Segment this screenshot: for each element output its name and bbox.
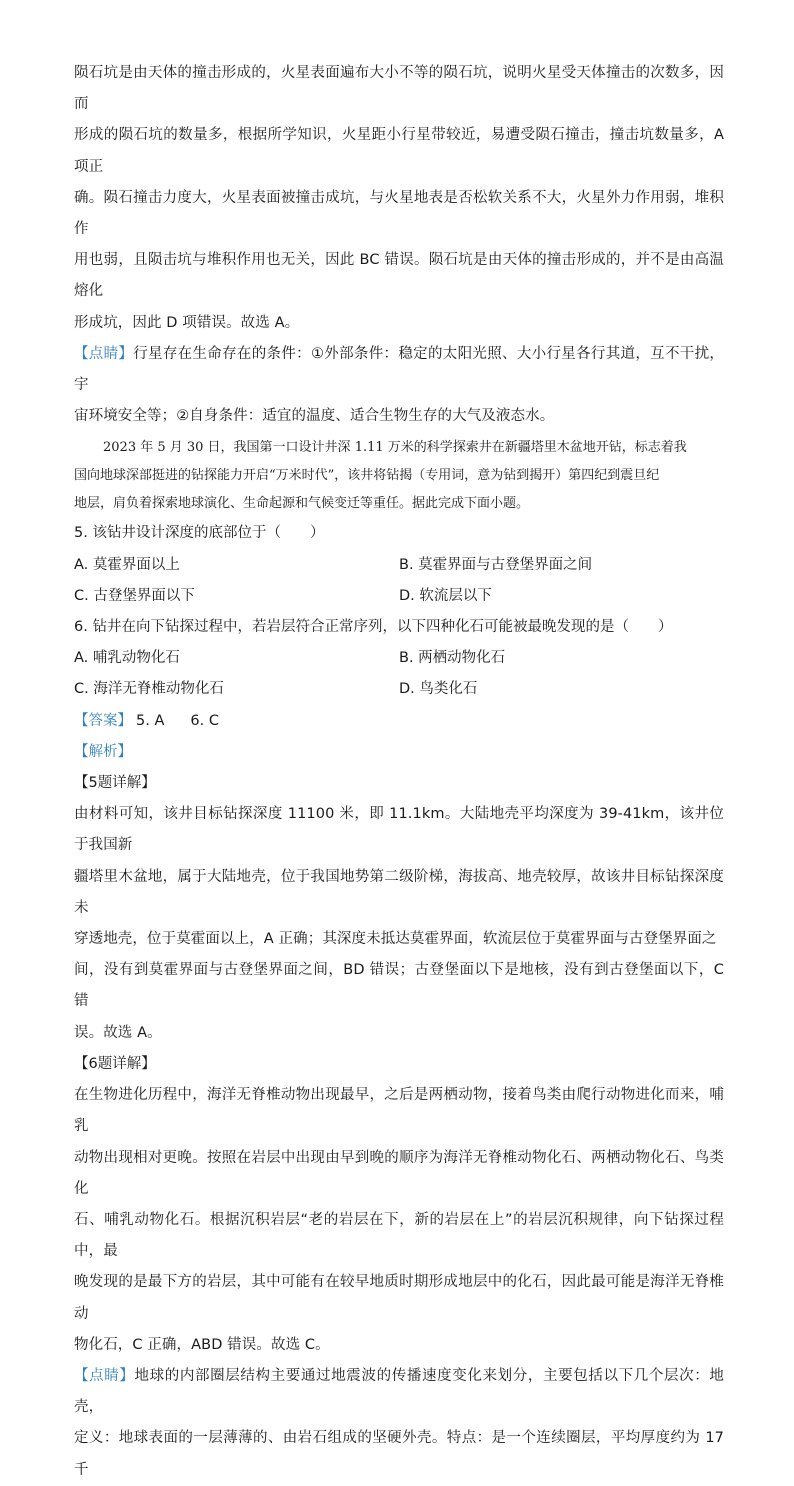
text-line: 形成坑，因此 D 项错误。故选 A。 [74,314,300,331]
text-line: 物化石，C 正确，ABD 错误。故选 C。 [74,1336,330,1353]
intro-paragraph [74,58,724,339]
option-a: A. 哺乳动物化石 [74,650,180,667]
question-stem: 5. 该钻井设计深度的底部位于（ ） [74,525,325,542]
document-page [74,58,724,1486]
detail-5-tag: 【5题详解】 [74,775,156,792]
option-b: B. 莫霍界面与古登堡界面之间 [399,556,593,573]
text-line: 间，没有到莫霍界面与古登堡界面之间，BD 错误；古登堡面以下是地核，没有到古登堡面以下，C 错 [74,962,724,1010]
text-line: 用也弱，且陨击坑与堆积作用也无关，因此 BC 错误。陨石坑是由天体的撞击形成的，并不是由高温熔化 [74,252,724,300]
text-line: 形成的陨石坑的数量多，根据所学知识，火星距小行星带较近，易遭受陨石撞击，撞击坑数量多，A项正 [74,127,724,175]
text-line: 石、哺乳动物化石。根据沉积岩层“老的岩层在下，新的岩层在上”的岩层沉积规律，向下钻探过程中，最 [74,1211,724,1260]
option-b: B. 两栖动物化石 [399,650,506,667]
text-line: 2023 年 5 月 30 日，我国第一口设计井深 1.11 万米的科学探索井在新疆塔里木盆地开钻，标志着我 [103,440,687,456]
point-tag: 【点睛】 [74,1367,135,1384]
text-line: 定义：地球表面的一层薄薄的、由岩石组成的坚硬外壳。特点：是一个连续圈层，平均厚度约为 17 千 [74,1430,724,1478]
text-line: 地球的内部圈层结构主要通过地震波的传播速度变化来划分，主要包括以下几个层次：地壳， [74,1367,724,1416]
text-line: 确。陨石撞击力度大，火星表面被撞击成坑，与火星地表是否松软关系不大，火星外力作用弱，堆积作 [74,189,724,238]
option-c: C. 海洋无脊椎动物化石 [74,681,224,698]
text-line: 在生物进化历程中，海洋无脊椎动物出现最早，之后是两栖动物，接着鸟类由爬行动物进化而来，哺乳 [74,1087,724,1135]
question-5 [74,518,724,612]
option-c: C. 古登堡界面以下 [74,587,195,604]
text-line: 国向地球深部挺进的钻探能力开启“万米时代”，该井将钻揭（专用词，意为钻到揭开）第四纪到震旦纪 [74,468,660,484]
question-6 [74,612,724,706]
answer-5: 5. A [136,712,165,729]
text-line: 动物出现相对更晚。按照在岩层中出现由早到晚的顺序为海洋无脊椎动物化石、两栖动物化石、鸟类化 [74,1149,724,1197]
detail-6 [74,1049,724,1361]
text-line: 由材料可知，该井目标钻探深度 11100 米，即 11.1km。大陆地壳平均深度为 39-41km，该井位于我国新 [74,806,724,854]
text-line: 穿透地壳，位于莫霍面以上，A 正确；其深度未抵达莫霍界面，软流层位于莫霍界面与古登堡界面之 [74,931,717,948]
text-line: 宙环境安全等；②自身条件：适宜的温度、适合生物生存的大气及液态水。 [74,408,555,425]
point-note-1 [74,339,724,433]
point-note-2 [74,1361,724,1486]
detail-5 [74,768,724,1049]
point-tag: 【点睛】 [74,345,134,362]
question-stem: 6. 钻井在向下钻探过程中，若岩层符合正常序列，以下四种化石可能被最晚发现的是（ ） [74,619,673,636]
answer-tag: 【答案】 [74,712,132,729]
analysis-tag: 【解析】 [74,743,132,760]
text-line: 误。故选 A。 [74,1024,162,1041]
text-line: 行星存在生命存在的条件：①外部条件：稳定的太阳光照、大小行星各行其道，互不干扰，宇 [74,345,724,394]
text-line: 地层，肩负着探索地球演化、生命起源和气候变迁等重任。据此完成下面小题。 [74,496,530,512]
text-line: 陨石坑是由天体的撞击形成的，火星表面遍布大小不等的陨石坑，说明火星受天体撞击的次数多，因而 [74,65,724,113]
option-d: D. 鸟类化石 [399,681,478,698]
text-line: 疆塔里木盆地，属于大陆地壳，位于我国地势第二级阶梯，海拔高、地壳较厚，故该井目标钻探深度未 [74,868,724,916]
option-a: A. 莫霍界面以上 [74,556,180,573]
text-line: 晚发现的是最下方的岩层，其中可能有在较早地质时期形成地层中的化石，因此最可能是海洋无脊椎动 [74,1274,724,1322]
material-passage [74,434,724,518]
detail-6-tag: 【6题详解】 [74,1055,156,1072]
option-d: D. 软流层以下 [399,587,492,604]
answer-6: 6. C [190,712,219,729]
answer-line [74,706,724,737]
